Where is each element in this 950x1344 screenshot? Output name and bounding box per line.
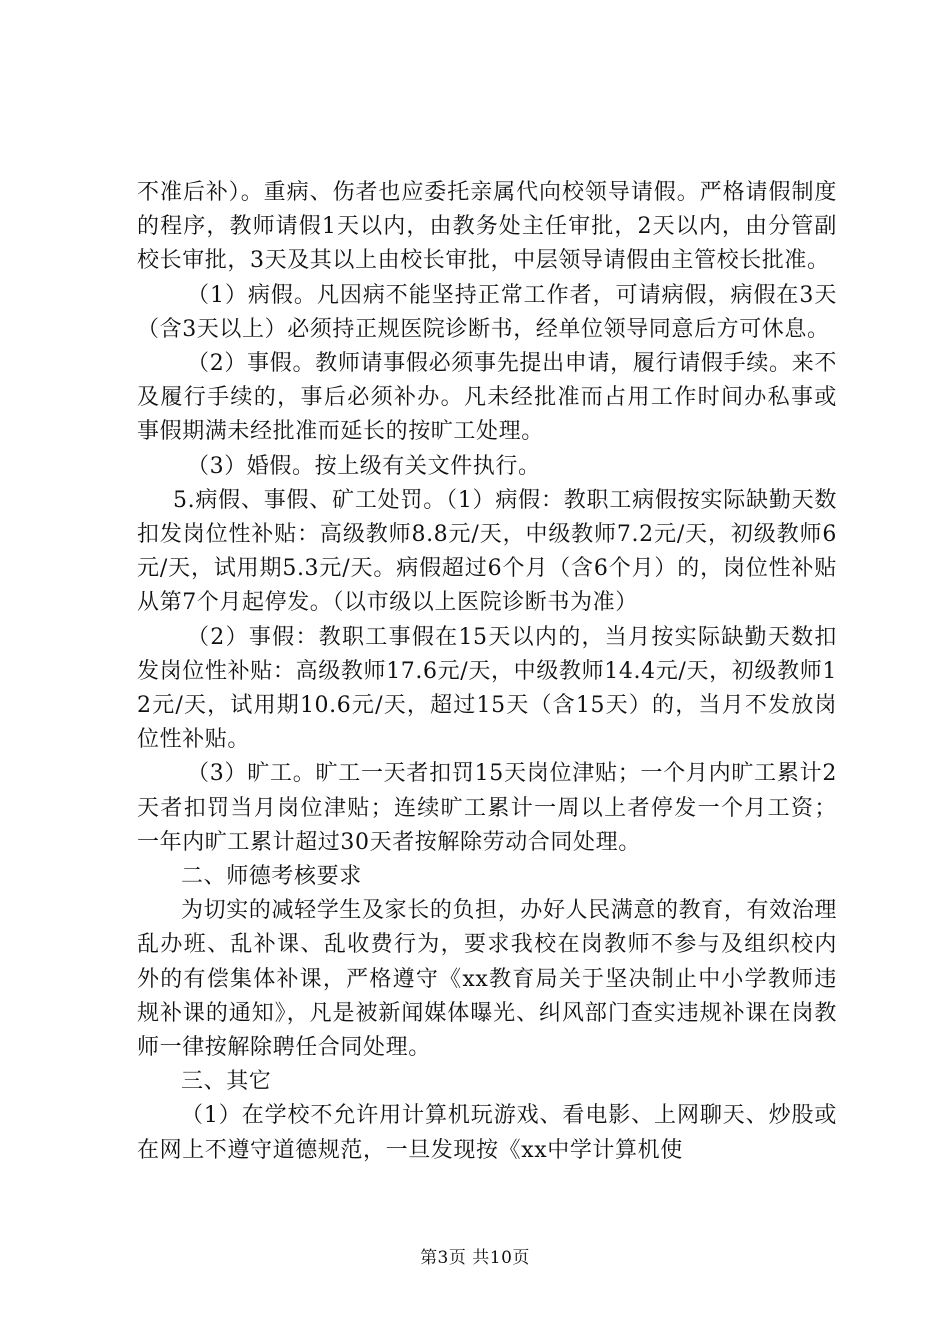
- section-heading-ethics: 二、师德考核要求: [181, 864, 362, 890]
- page-number-footer: 第3页 共10页: [420, 1248, 530, 1268]
- paragraph-leave-approval: 不准后补）。重病、伤者也应委托亲属代向校领导请假。严格请假制度的程序，教师请假1天以内，由教务处主任审批，2天以内，由分管副校长审批，3天及其以上由校长审批，中层领导请假由主管校长批准。: [137, 180, 837, 274]
- section-heading-other: 三、其它: [181, 1069, 272, 1095]
- paragraph-ethics-requirements: 为切实的减轻学生及家长的负担，办好人民满意的教育，有效治理乱办班、乱补课、乱收费行为，要求我校在岗教师不参与及组织校内外的有偿集体补课，严格遵守《xx教育局关于坚决制止中小学教师违规补课的通知》，凡是被新闻媒体曝光、纠风部门查实违规补课在岗教师一律按解除聘任合同处理。: [137, 898, 837, 1061]
- paragraph-sick-leave: （1）病假。凡因病不能坚持正常工作者，可请病假，病假在3天（含3天以上）必须持正规医院诊断书，经单位领导同意后方可休息。: [137, 282, 837, 342]
- document-body: [137, 176, 837, 1168]
- paragraph-absence-penalty: （3）旷工。旷工一天者扣罚15天岗位津贴；一个月内旷工累计2天者扣罚当月岗位津贴；连续旷工累计一周以上者停发一个月工资；一年内旷工累计超过30天者按解除劳动合同处理。: [137, 761, 837, 855]
- paragraph-penalties: 5.病假、事假、矿工处罚。（1）病假：教职工病假按实际缺勤天数扣发岗位性补贴：高级教师8.8元/天，中级教师7.2元/天，初级教师6元/天，试用期5.3元/天。病假超过6个月（含6个月）的，岗位性补贴从第7个月起停发。（以市级以上医院诊断书为准）: [137, 487, 837, 616]
- paragraph-marriage-leave: （3）婚假。按上级有关文件执行。: [187, 453, 541, 479]
- paragraph-personal-leave-penalty: （2）事假：教职工事假在15天以内的，当月按实际缺勤天数扣发岗位性补贴：高级教师17.6元/天，中级教师14.4元/天，初级教师12元/天，试用期10.6元/天，超过15天（含15天）的，当月不发放岗位性补贴。: [137, 624, 837, 753]
- paragraph-personal-leave: （2）事假。教师请事假必须事先提出申请，履行请假手续。来不及履行手续的，事后必须补办。凡未经批准而占用工作时间办私事或事假期满未经批准而延长的按旷工处理。: [137, 351, 837, 445]
- paragraph-computer-usage: （1）在学校不允许用计算机玩游戏、看电影、上网聊天、炒股或在网上不遵守道德规范，一旦发现按《xx中学计算机使: [137, 1103, 837, 1163]
